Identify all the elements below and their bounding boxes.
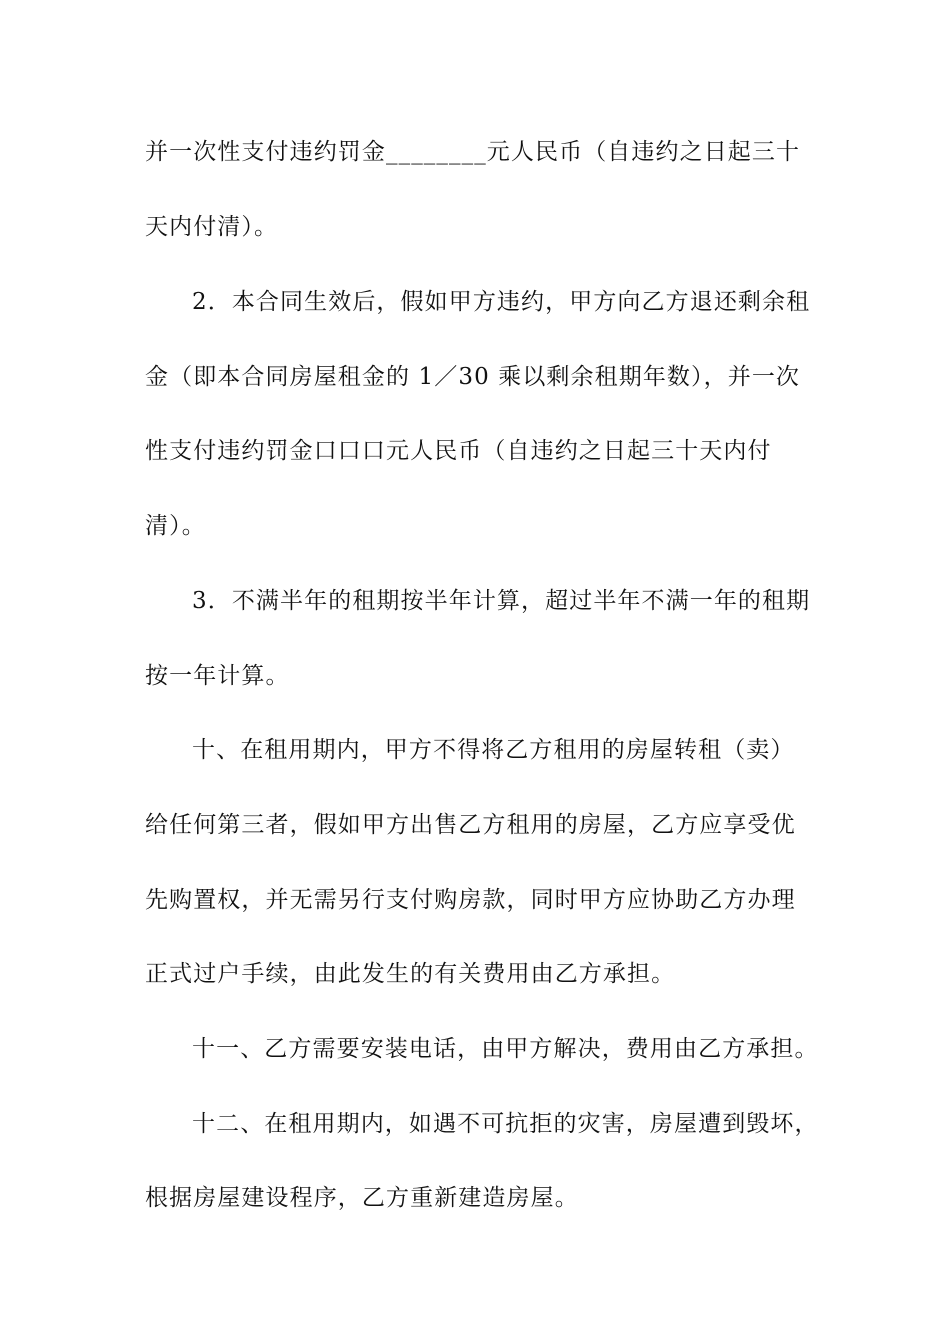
clause-2-line-4: 清）。 xyxy=(145,513,206,539)
section-10-line-4: 正式过户手续，由此发生的有关费用由乙方承担。 xyxy=(145,961,676,987)
section-11-line-1: 十一、乙方需要安装电话，由甲方解决，费用由乙方承担。 xyxy=(192,1036,819,1062)
section-10-line-1: 十、在租用期内，甲方不得将乙方租用的房屋转租（卖） xyxy=(192,737,795,763)
clause-2-line-2: 金（即本合同房屋租金的 1／30 乘以剩余租期年数），并一次 xyxy=(145,364,801,390)
section-12-line-1: 十二、在租用期内，如遇不可抗拒的灾害，房屋遭到毁坏， xyxy=(192,1111,819,1137)
clause-3-line-1: 3．不满半年的租期按半年计算，超过半年不满一年的租期 xyxy=(192,588,811,614)
section-12-line-2: 根据房屋建设程序，乙方重新建造房屋。 xyxy=(145,1185,579,1211)
section-10-line-3: 先购置权，并无需另行支付购房款，同时甲方应协助乙方办理 xyxy=(145,887,796,913)
text-line-1: 并一次性支付违约罚金________元人民币（自违约之日起三十 xyxy=(145,139,801,165)
section-10-line-2: 给任何第三者，假如甲方出售乙方租用的房屋，乙方应享受优 xyxy=(145,812,796,838)
text-line-2: 天内付清）。 xyxy=(145,214,279,240)
clause-2-line-1: 2．本合同生效后，假如甲方违约，甲方向乙方退还剩余租 xyxy=(192,289,811,315)
clause-2-line-3: 性支付违约罚金口口口元人民币（自违约之日起三十天内付 xyxy=(145,438,772,464)
clause-3-line-2: 按一年计算。 xyxy=(145,663,290,689)
